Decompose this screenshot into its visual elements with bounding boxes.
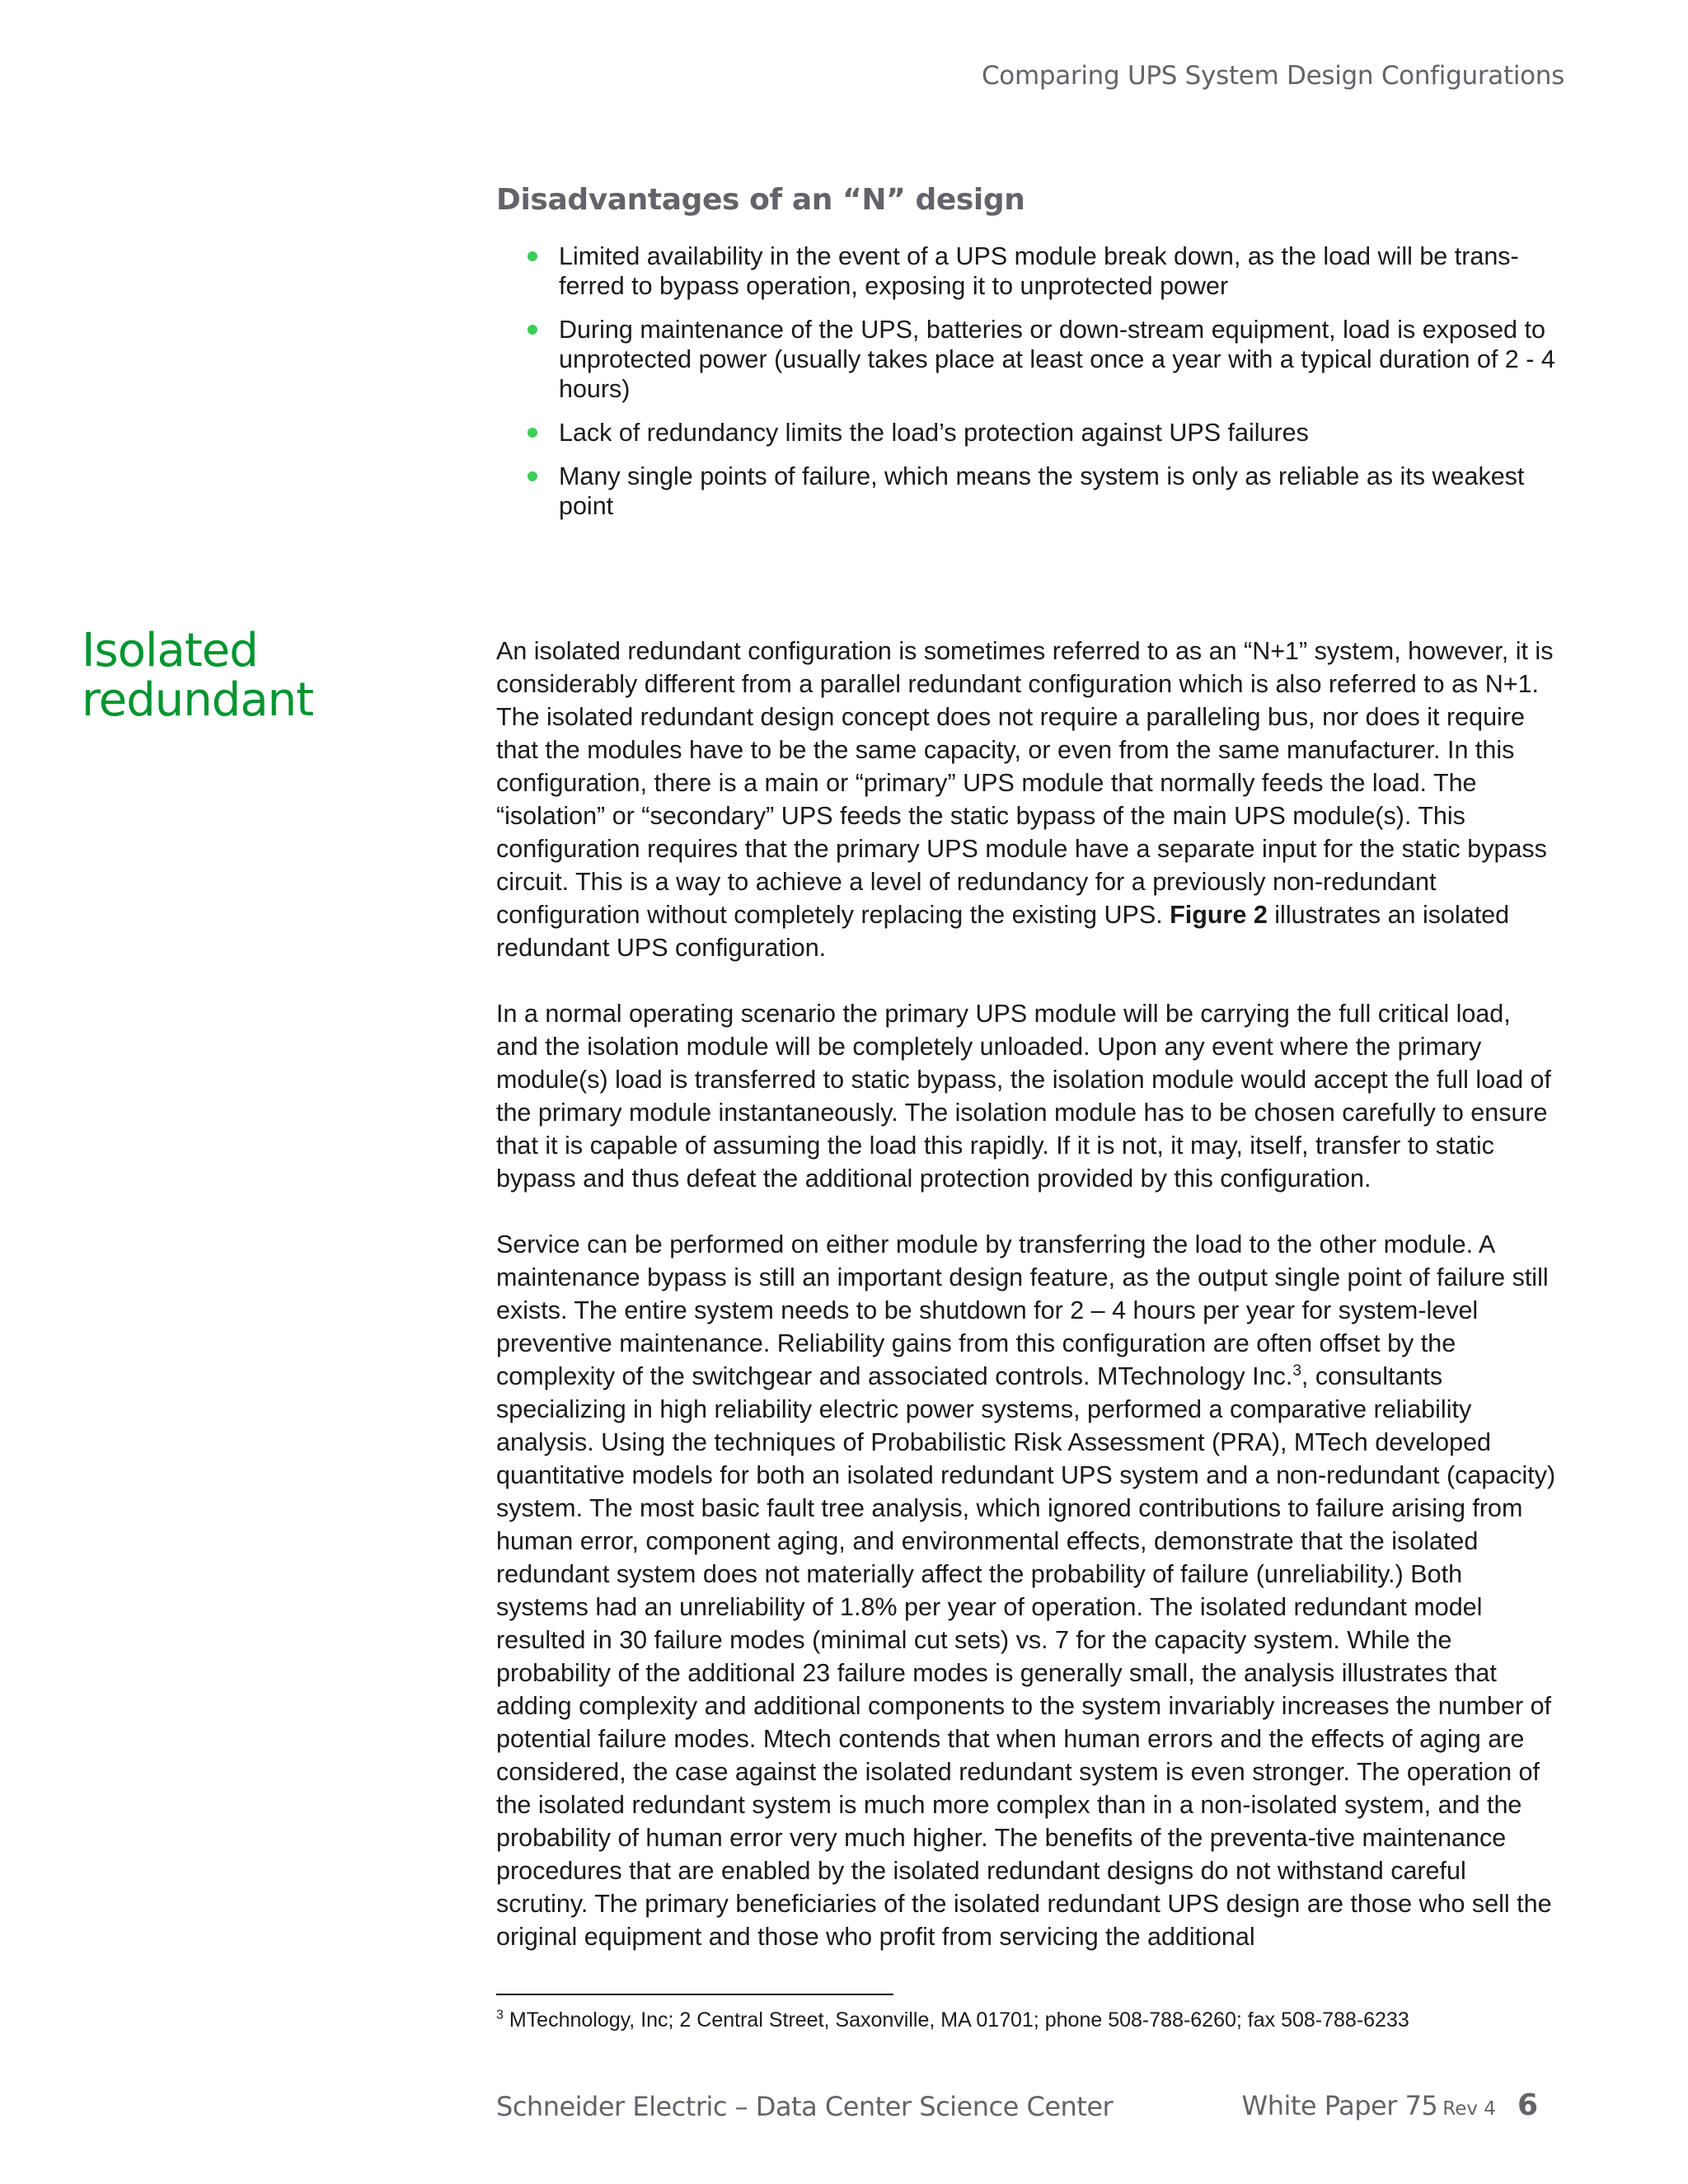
disadvantages-list <box>521 241 1568 535</box>
paragraph <box>496 1228 1559 1953</box>
bullet-icon <box>528 428 537 438</box>
footnote-text: MTechnology, Inc; 2 Central Street, Saxonville, MA 01701; phone 508-788-6260; fax 508-788-6233 <box>503 2008 1409 2032</box>
footnote-divider <box>496 1994 893 1995</box>
page-number: 6 <box>1517 2088 1538 2122</box>
paragraph <box>496 635 1559 964</box>
bullet-icon <box>528 325 537 335</box>
list-item-text: Many single points of failure, which means the system is only as reliable as its weakest point <box>559 462 1525 520</box>
footer-paper-info <box>1242 2088 1538 2122</box>
paragraph-text: , consultants specializing in high reliability electric power systems, performed a comparative reliability analysis. Using the techniques of Probabilistic Risk Assessment (PRA), MTech developed quantitative models for both an isolated redundant UPS system and a non-redundant (capacity) system. The most basic fault tree analysis, which ignored contributions to failure arising from human error, component aging, and environmental effects, demonstrate that the isolated redundant system does not materially affect the probability of failure (unreliability.) Both systems had an unreliability of 1.8% per year of operation. The isolated redundant model resulted in 30 failure modes (minimal cut sets) vs. 7 for the capacity system. While the probability of the additional 23 failure modes is generally small, the analysis illustrates that adding complexity and additional components to the system invariably increases the number of potential failure modes. Mtech contends that when human errors and the effects of aging are considered, the case against the isolated redundant system is even stronger. The operation of the isolated redundant system is much more complex than in a non-isolated system, and the probability of human error very much higher. The benefits of the preventa-tive maintenance procedures that are enabled by the isolated redundant designs do not withstand careful scrutiny. The primary beneficiaries of the isolated redundant UPS design are those who sell the original equipment and those who profit from servicing the additional <box>496 1362 1556 1951</box>
paragraph: In a normal operating scenario the primary UPS module will be carrying the full critical load, and the isolation module will be completely unloaded. Upon any event where the primary module(s) load is transferred to static bypass, the isolation module would accept the full load of the primary module instantaneously. The isolation module has to be chosen carefully to ensure that it is capable of assuming the load this rapidly. If it is not, it may, itself, transfer to static bypass and thus defeat the additional protection provided by this configuration. <box>496 1000 1551 1193</box>
footnote-marker-link[interactable]: 3 <box>1292 1361 1301 1380</box>
footnote-number: 3 <box>496 2008 504 2022</box>
bullet-icon <box>528 471 537 481</box>
section-body <box>496 635 1559 1986</box>
footnote <box>496 2006 1568 2034</box>
list-item-text: During maintenance of the UPS, batteries or down-stream equipment, load is exposed to unprotected power (usually takes place at least once a year with a typical duration of 2 - 4 hours) <box>559 316 1555 403</box>
running-header: Comparing UPS System Design Configurations <box>981 61 1564 91</box>
list-item-text: Limited availability in the event of a UPS module break down, as the load will be trans-ferred to bypass operation, exposing it to unprotected power <box>559 242 1519 300</box>
footer-paper-title: White Paper 75 <box>1241 2090 1438 2121</box>
list-item <box>521 418 1568 448</box>
footer-revision: Rev 4 <box>1442 2098 1496 2120</box>
list-item <box>521 315 1568 404</box>
paragraph-text: An isolated redundant configuration is sometimes referred to as an “N+1” system, however, it is considerably different from a parallel redundant configuration which is also referred to as N+1. The isolated redundant design concept does not require a paralleling bus, nor does it require that the modules have to be the same capacity, or even from the same manufacturer. In this configuration, there is a main or “primary” UPS module that normally feeds the load. The “isolation” or “secondary” UPS feeds the static bypass of the main UPS module(s). This configuration requires that the primary UPS module have a separate input for the static bypass circuit. This is a way to achieve a level of redundancy for a previously non-redundant configuration without completely replacing the existing UPS. <box>496 637 1554 929</box>
paragraph-text: illustrates an isolated redundant UPS configuration. <box>496 901 1510 962</box>
list-item <box>521 241 1568 301</box>
footer-publisher: Schneider Electric – Data Center Science Center <box>496 2091 1114 2122</box>
disadvantages-heading: Disadvantages of an “N” design <box>496 183 1025 217</box>
section-title: Isolated redundant <box>82 624 314 727</box>
figure-reference-link[interactable]: Figure 2 <box>1170 901 1268 929</box>
list-item-text: Lack of redundancy limits the load’s protection against UPS failures <box>559 419 1309 447</box>
list-item <box>521 462 1568 521</box>
paragraph-text: Service can be performed on either module by transferring the load to the other module. A maintenance bypass is still an important design feature, as the output single point of failure still exists. The entire system needs to be shutdown for 2 – 4 hours per year for system-level preventive maintenance. Reliability gains from this configuration are often offset by the complexity of the switchgear and associated controls. MTechnology Inc. <box>496 1230 1549 1390</box>
bullet-icon <box>528 251 537 261</box>
